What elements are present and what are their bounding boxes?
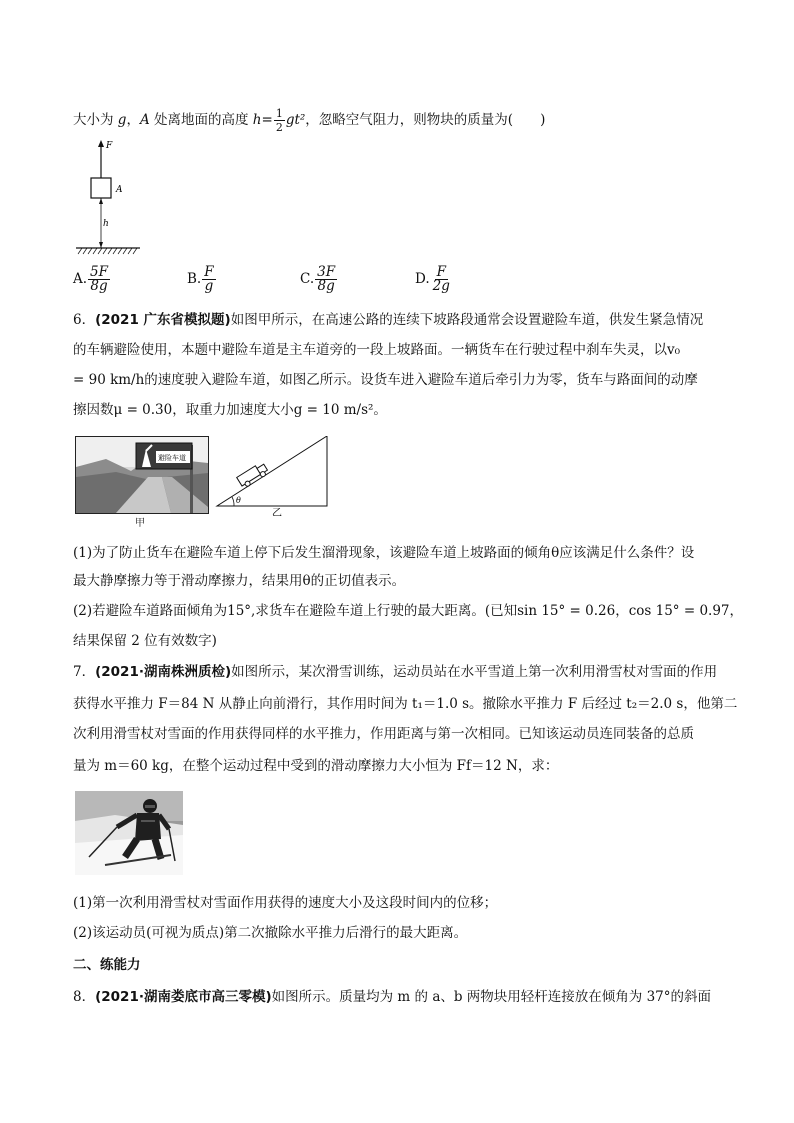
q6-sub1-a: (1)为了防止货车在避险车道上停下后发生溜滑现象，该避险车道上坡路面的倾角θ应该满足什么条件？设 [73,545,695,561]
q5-stem: 大小为 g，A 处离地面的高度 h= $\frac{1}{2}$ gt²，忽略空气阻力，则物块的质量为( ) [73,107,546,134]
q6-caption-yi: 乙 [272,508,282,516]
q6-line-1: 6．(2021 广东省模拟题)如图甲所示，在高速公路的连续下坡路段通常会设置避险车道，供发生紧急情况 [73,312,704,328]
q6-source: (2021 广东省模拟题) [95,312,231,328]
q7-photo-skier [75,791,183,875]
q6-line-2: 的车辆避险使用，本题中避险车道是主车道旁的一段上坡路面。一辆货车在行驶过程中刹车失灵，以v₀ [73,342,681,358]
fig-F-label: F [106,141,113,151]
block-A [91,178,111,198]
q7-sub1: (1)第一次利用滑雪杖对雪面作用获得的速度大小及这段时间内的位移； [73,895,498,911]
q7-source: (2021·湖南株洲质检) [95,664,232,680]
q6-sub2-b: 结果保留 2 位有效数字) [73,633,217,649]
half-fraction: $\frac{1}{2}$ [275,107,283,134]
q7-line-4: 量为 m＝60 kg，在整个运动过程中受到的滑动摩擦力大小恒为 Ff＝12 N，求： [73,758,559,774]
q6-caption-jia: 甲 [135,518,145,529]
section-title: 二、练能力 [73,957,141,973]
q7-line-2: 获得水平推力 F＝84 N 从静止向前滑行，其作用时间为 t₁＝1.0 s。撤除水平推力 F 后经过 t₂＝2.0 s，他第二 [73,696,738,712]
q5-option-a[interactable]: A. $\frac{5F}{8g}$ [73,264,109,294]
q7-sub2: (2)该运动员(可视为质点)第二次撤除水平推力后滑行的最大距离。 [73,925,468,941]
q8-source: (2021·湖南娄底市高三零模) [95,989,272,1005]
ground-hatch [78,248,137,254]
q6-sub1-b: 最大静摩擦力等于滑动摩擦力，结果用θ的正切值表示。 [73,573,406,589]
q6-incline-diagram [212,436,332,516]
q6-line-3: = 90 km/h的速度驶入避险车道，如图乙所示。设货车进入避险车道后牵引力为零，货车与路面间的动摩 [73,372,698,388]
fig-A-label: A [116,185,123,195]
svg-text:避险车道: 避险车道 [158,454,186,462]
fig-h-label: h [103,219,109,229]
q8-line-1: 8．(2021·湖南娄底市高三零模)如图所示。质量均为 m 的 a、b 两物块用轻杆连接放在倾角为 37°的斜面 [73,989,712,1005]
q5-option-c[interactable]: C. $\frac{3F}{8g}$ [300,264,336,294]
q7-line-3: 次利用滑雪杖对雪面的作用获得同样的水平推力，作用距离与第一次相同。已知该运动员连同装备的总质 [73,726,694,742]
q5-force-diagram [72,138,152,256]
q5-option-d[interactable]: D. $\frac{F}{2g}$ [415,264,450,294]
q5-option-b[interactable]: B. $\frac{F}{g}$ [187,264,214,294]
svg-text:θ: θ [236,496,241,505]
q6-line-4: 擦因数μ = 0.30，取重力加速度大小g = 10 m/s²。 [73,402,387,418]
q7-line-1: 7．(2021·湖南株洲质检)如图所示，某次滑雪训练，运动员站在水平雪道上第一次利用滑雪杖对雪面的作用 [73,664,718,680]
q6-sub2-a: (2)若避险车道路面倾角为15°,求货车在避险车道上行驶的最大距离。(已知sin 15° = 0.26，cos 15° = 0.97， [73,603,744,619]
q6-photo-escape-lane [75,436,209,514]
